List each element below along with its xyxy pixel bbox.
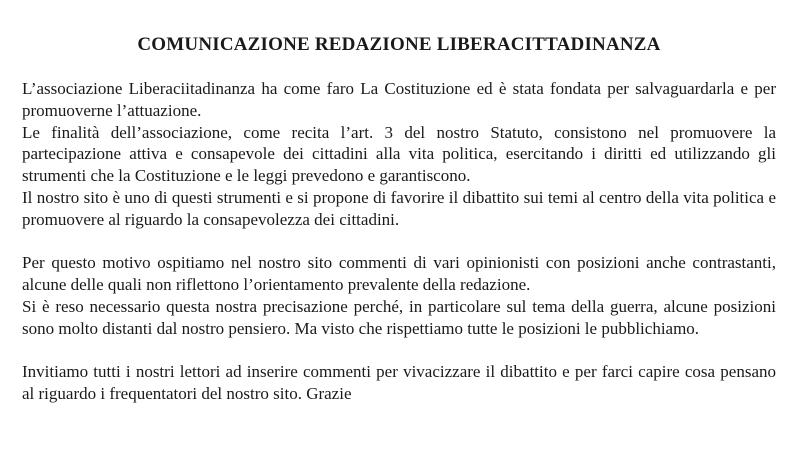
paragraph-association-founding: L’associazione Liberaciitadinanza ha come faro La Costituzione ed è stata fondata per salvaguardarla e per promuoverne l’attuazione. [22,79,776,120]
document-title: COMUNICAZIONE REDAZIONE LIBERACITTADINANZA [137,34,661,55]
paragraph-opinions-hosted: Per questo motivo ospitiamo nel nostro sito commenti di vari opinionisti con posizioni anche contrastanti, alcune delle quali non riflettono l’orientamento prevalente della redazione. [22,253,776,295]
paragraph-site-purpose: Il nostro sito è uno di questi strumenti e si propone di favorire il dibattito sui temi al centro della vita politica e promuovere al riguardo la consapevolezza dei cittadini. [22,187,776,229]
paragraph-statute-goals: Le finalità dell’associazione, come recita l’art. 3 del nostro Statuto, consistono nel promuovere la partecipazione attiva e consapevole dei cittadini alla vita politica, esercitando i diritti ed utilizzando gli strumenti che la Costituzione e le leggi prevedono e garantiscono. [22,122,776,186]
paragraph-reader-invitation: Invitiamo tutti i nostri lettori ad inserire commenti per vivacizzare il dibattito e per farci capire cosa pensano al riguardo i frequentatori del nostro sito. Grazie [22,362,776,404]
paragraph-block-invitation [22,361,776,405]
paragraph-clarification-war: Si è reso necessario questa nostra precisazione perché, in particolare sul tema della guerra, alcune posizioni sono molto distanti dal nostro pensiero. Ma visto che rispettiamo tutte le posizioni le pubblichiamo. [22,296,776,338]
paragraph-block-intro [22,78,776,231]
paragraph-block-editorial-position [22,252,776,339]
